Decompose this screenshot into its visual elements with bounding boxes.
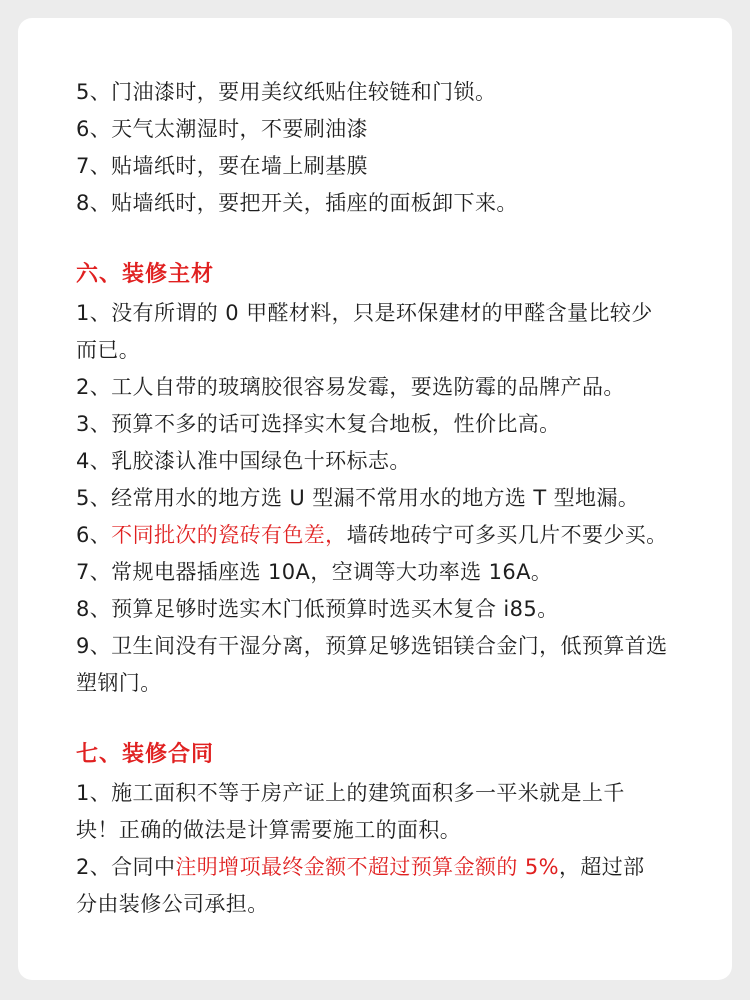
top-list bbox=[76, 74, 704, 222]
list-item: 2、工人自带的玻璃胶很容易发霉，要选防霉的品牌产品。 bbox=[76, 375, 625, 399]
item-text: ，超过部 bbox=[558, 855, 645, 879]
list-item: 6、天气太潮湿时，不要刷油漆 bbox=[76, 117, 368, 141]
content-card bbox=[18, 18, 732, 980]
list-item: 3、预算不多的话可选择实木复合地板，性价比高。 bbox=[76, 412, 561, 436]
list-item: 7、常规电器插座选 10A，空调等大功率选 16A。 bbox=[76, 560, 553, 584]
list-item: 1、没有所谓的 0 甲醛材料，只是环保建材的甲醛含量比较少 bbox=[76, 301, 653, 325]
list-item: 8、贴墙纸时，要把开关，插座的面板卸下来。 bbox=[76, 191, 518, 215]
list-item-continuation: 而已。 bbox=[76, 338, 141, 362]
section-heading: 六、装修主材 bbox=[76, 262, 215, 287]
item-number: 6、 bbox=[76, 523, 112, 547]
list-item bbox=[76, 517, 704, 554]
list-item: 4、乳胶漆认准中国绿色十环标志。 bbox=[76, 449, 411, 473]
list-item: 1、施工面积不等于房产证上的建筑面积多一平米就是上千 bbox=[76, 781, 625, 805]
item-text: 墙砖地砖宁可多买几片不要少买。 bbox=[346, 523, 668, 547]
item-text: 2、合同中 bbox=[76, 855, 176, 879]
list-item: 5、经常用水的地方选 U 型漏不常用水的地方选 T 型地漏。 bbox=[76, 486, 640, 510]
list-item: 7、贴墙纸时，要在墙上刷基膜 bbox=[76, 154, 368, 178]
highlight-text: 不同批次的瓷砖有色差， bbox=[111, 523, 347, 547]
section-heading: 七、装修合同 bbox=[76, 742, 215, 767]
list-item-continuation: 块！正确的做法是计算需要施工的面积。 bbox=[76, 818, 462, 842]
list-item: 9、卫生间没有干湿分离，预算足够选铝镁合金门，低预算首选 bbox=[76, 634, 668, 658]
list-item-continuation: 分由装修公司承担。 bbox=[76, 892, 269, 916]
list-item bbox=[76, 849, 704, 886]
list-item-continuation: 塑钢门。 bbox=[76, 671, 162, 695]
list-item: 5、门油漆时，要用美纹纸贴住较链和门锁。 bbox=[76, 80, 497, 104]
section-contract bbox=[76, 736, 704, 923]
section-main-materials bbox=[76, 256, 704, 702]
highlight-text: 注明增项最终金额不超过预算金额的 5% bbox=[175, 855, 559, 879]
list-item: 8、预算足够时选实木门低预算时选买木复合 i85。 bbox=[76, 597, 559, 621]
